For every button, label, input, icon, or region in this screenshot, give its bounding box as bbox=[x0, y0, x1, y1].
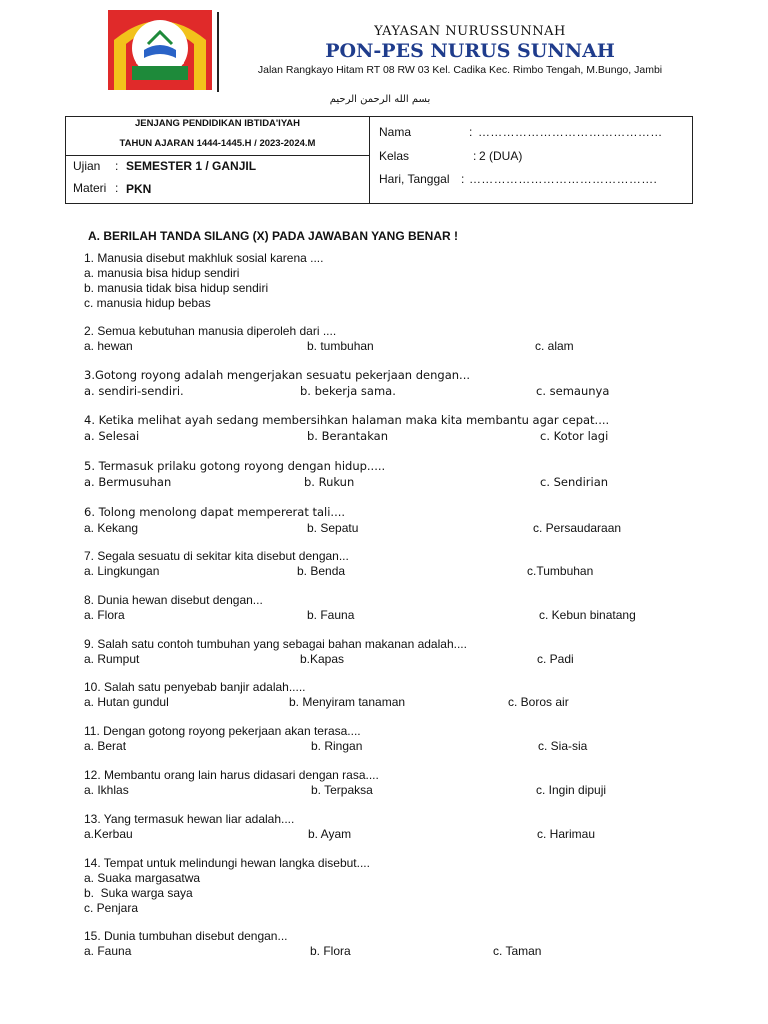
subject-sep: : bbox=[115, 181, 119, 195]
option-a[interactable]: a. manusia bisa hidup sendiri bbox=[84, 266, 240, 280]
option-a[interactable]: a. Berat bbox=[84, 739, 127, 753]
option-b[interactable]: b. Benda bbox=[297, 564, 346, 578]
option-c[interactable]: c. Sendirian bbox=[540, 475, 609, 489]
option-c[interactable]: c. Padi bbox=[537, 652, 574, 666]
option-b[interactable]: b. Terpaksa bbox=[311, 783, 373, 797]
info-box-divider bbox=[369, 116, 370, 204]
option-b[interactable]: b. manusia tidak bisa hidup sendiri bbox=[84, 281, 269, 295]
option-a[interactable]: a. hewan bbox=[84, 339, 133, 353]
subject-value: PKN bbox=[126, 182, 152, 196]
question-item bbox=[84, 680, 704, 710]
info-box-row-divider bbox=[65, 155, 370, 156]
option-a[interactable]: a. Selesai bbox=[84, 429, 140, 443]
option-a[interactable]: a. Bermusuhan bbox=[84, 475, 172, 489]
question-item bbox=[84, 505, 704, 536]
option-b[interactable]: b. Berantakan bbox=[307, 429, 388, 443]
question-text: 6. Tolong menolong dapat mempererat tali.... bbox=[84, 505, 346, 519]
question-item bbox=[84, 368, 704, 399]
question-text: 7. Segala sesuatu di sekitar kita disebut dengan... bbox=[84, 549, 349, 563]
question-item bbox=[84, 413, 704, 444]
option-b[interactable]: b. Ayam bbox=[308, 827, 352, 841]
option-b[interactable]: b. Menyiram tanaman bbox=[289, 695, 406, 709]
class-value: 2 (DUA) bbox=[479, 149, 523, 163]
option-b[interactable]: b. bekerja sama. bbox=[300, 384, 396, 398]
school-name: PON-PES NURUS SUNNAH bbox=[325, 40, 615, 62]
option-c[interactable]: c. Penjara bbox=[84, 901, 139, 915]
subject-label: Materi bbox=[73, 181, 107, 195]
question-text: 11. Dengan gotong royong pekerjaan akan terasa.... bbox=[84, 724, 361, 738]
school-logo bbox=[108, 10, 212, 90]
question-item bbox=[84, 768, 704, 798]
option-b[interactable]: b. Suka warga saya bbox=[84, 886, 193, 900]
class-label: Kelas bbox=[379, 149, 410, 163]
question-item bbox=[84, 724, 704, 754]
question-item bbox=[84, 856, 704, 916]
question-text: 13. Yang termasuk hewan liar adalah.... bbox=[84, 812, 295, 826]
logo-arabic-text: معهد نور السنة bbox=[135, 57, 185, 66]
option-a[interactable]: a. Lingkungan bbox=[84, 564, 160, 578]
question-text: 2. Semua kebutuhan manusia diperoleh dari .... bbox=[84, 324, 337, 338]
option-c[interactable]: c. Kebun binatang bbox=[539, 608, 636, 622]
option-a[interactable]: a. Kekang bbox=[84, 521, 139, 535]
question-text: 12. Membantu orang lain harus didasari dengan rasa.... bbox=[84, 768, 379, 782]
name-field[interactable]: ……………………………………… bbox=[478, 125, 663, 139]
option-a[interactable]: a. sendiri-sendiri. bbox=[84, 384, 184, 398]
question-text: 1. Manusia disebut makhluk sosial karena .... bbox=[84, 251, 324, 265]
bismillah: بسم الله الرحمن الرحيم bbox=[329, 94, 431, 105]
option-b[interactable]: b.Kapas bbox=[300, 652, 345, 666]
question-text: 3.Gotong royong adalah mengerjakan sesuatu pekerjaan dengan... bbox=[84, 368, 471, 382]
option-a[interactable]: a.Kerbau bbox=[84, 827, 133, 841]
option-b[interactable]: b. tumbuhan bbox=[307, 339, 374, 353]
option-c[interactable]: c.Tumbuhan bbox=[527, 564, 594, 578]
exam-value: SEMESTER 1 / GANJIL bbox=[126, 159, 257, 173]
option-a[interactable]: a. Flora bbox=[84, 608, 125, 622]
question-item bbox=[84, 324, 704, 354]
question-text: 15. Dunia tumbuhan disebut dengan... bbox=[84, 929, 288, 943]
option-c[interactable]: c. Kotor lagi bbox=[540, 429, 609, 443]
option-b[interactable]: b. Flora bbox=[310, 944, 351, 958]
option-b[interactable]: b. Sepatu bbox=[307, 521, 359, 535]
school-address: Jalan Rangkayo Hitam RT 08 RW 03 Kel. Cadika Kec. Rimbo Tengah, M.Bungo, Jambi bbox=[257, 64, 663, 76]
option-b[interactable]: b. Ringan bbox=[311, 739, 363, 753]
date-field[interactable]: ………………………………………. bbox=[469, 172, 658, 186]
option-a[interactable]: a. Ikhlas bbox=[84, 783, 129, 797]
question-item bbox=[84, 812, 704, 842]
option-b[interactable]: b. Fauna bbox=[307, 608, 355, 622]
question-text: 8. Dunia hewan disebut dengan... bbox=[84, 593, 263, 607]
question-text: 10. Salah satu penyebab banjir adalah..... bbox=[84, 680, 306, 694]
education-level: JENJANG PENDIDIKAN IBTIDA'IYAH bbox=[134, 118, 301, 129]
header-divider bbox=[217, 12, 219, 92]
question-text: 14. Tempat untuk melindungi hewan langka disebut.... bbox=[84, 856, 370, 870]
school-year: TAHUN AJARAN 1444-1445.H / 2023-2024.M bbox=[119, 138, 316, 149]
question-text: 9. Salah satu contoh tumbuhan yang sebagai bahan makanan adalah.... bbox=[84, 637, 467, 651]
option-c[interactable]: c. Taman bbox=[493, 944, 542, 958]
section-title: A. BERILAH TANDA SILANG (X) PADA JAWABAN YANG BENAR ! bbox=[88, 229, 459, 243]
option-c[interactable]: c. manusia hidup bebas bbox=[84, 296, 211, 310]
option-b[interactable]: b. Rukun bbox=[304, 475, 355, 489]
option-c[interactable]: c. Harimau bbox=[537, 827, 596, 841]
class-sep: : bbox=[473, 149, 477, 163]
option-c[interactable]: c. Persaudaraan bbox=[533, 521, 622, 535]
option-c[interactable]: c. alam bbox=[535, 339, 574, 353]
exam-label: Ujian bbox=[73, 159, 101, 173]
question-item bbox=[84, 459, 704, 490]
option-a[interactable]: a. Fauna bbox=[84, 944, 132, 958]
option-c[interactable]: c. Sia-sia bbox=[538, 739, 588, 753]
question-text: 4. Ketika melihat ayah sedang membersihkan halaman maka kita membantu agar cepat.... bbox=[84, 413, 610, 427]
date-sep: : bbox=[461, 172, 465, 186]
name-label: Nama bbox=[379, 125, 412, 139]
foundation-name: YAYASAN NURUSSUNNAH bbox=[374, 24, 566, 39]
option-c[interactable]: c. Boros air bbox=[508, 695, 569, 709]
option-a[interactable]: a. Hutan gundul bbox=[84, 695, 169, 709]
question-text: 5. Termasuk prilaku gotong royong dengan hidup..... bbox=[84, 459, 386, 473]
option-a[interactable]: a. Rumput bbox=[84, 652, 140, 666]
option-c[interactable]: c. Ingin dipuji bbox=[536, 783, 607, 797]
exam-sep: : bbox=[115, 159, 119, 173]
question-item bbox=[84, 549, 704, 579]
name-sep: : bbox=[469, 125, 473, 139]
question-item bbox=[84, 251, 704, 311]
question-item bbox=[84, 929, 704, 959]
question-item bbox=[84, 637, 704, 667]
question-item bbox=[84, 593, 704, 623]
option-c[interactable]: c. semaunya bbox=[536, 384, 610, 398]
date-label: Hari, Tanggal bbox=[379, 172, 450, 186]
option-a[interactable]: a. Suaka margasatwa bbox=[84, 871, 201, 885]
